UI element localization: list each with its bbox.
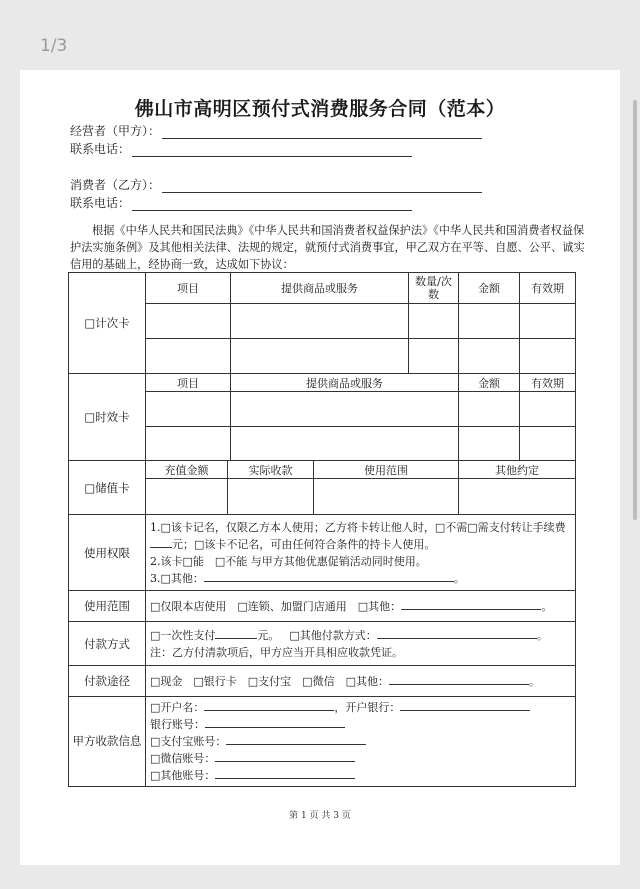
channel-label: 付款途径 <box>69 666 146 697</box>
intro-paragraph: 根据《中华人民共和国民法典》《中华人民共和国消费者权益保护法》《中华人民共和国消费者权益保护法实施条例》及其他相关法律、法规的规定，就预付式消费事宜，甲乙双方在平等、自愿、公平、诚实信用的基础上，经协商一致，达成如下协议： <box>70 224 585 271</box>
bank-no-blank[interactable] <box>205 716 345 728</box>
rights-line-3 <box>150 570 571 587</box>
stored-card-header-recharge: 充值金额 <box>146 461 228 479</box>
channel-content <box>146 666 576 697</box>
table-cell[interactable] <box>520 427 576 461</box>
rights-line-1-tail: 元；□该卡不记名，可由任何符合条件的持卡人使用。 <box>172 537 436 551</box>
rights-line-3-end: 。 <box>453 571 465 585</box>
table-cell[interactable] <box>231 427 459 461</box>
scope-content <box>146 591 576 622</box>
receipt-line-3 <box>150 733 571 750</box>
channel-options[interactable]: □现金 □银行卡 □支付宝 □微信 □其他： <box>150 674 389 688</box>
table-cell[interactable] <box>146 304 231 339</box>
rights-line-1 <box>150 519 571 553</box>
payment-note: 注：乙方付清款项后，甲方应当开具相应收款凭证。 <box>150 645 403 659</box>
scope-end: 。 <box>541 599 553 613</box>
rights-line-1-text: 1.□该卡记名，仅限乙方本人使用；乙方将卡转让他人时，□不需□需支付转让手续费 <box>150 520 566 534</box>
time-card-header-validity: 有效期 <box>520 374 576 392</box>
other-account-option[interactable]: □其他账号： <box>150 769 216 782</box>
bank-blank[interactable] <box>400 699 530 711</box>
stored-card-header-actual: 实际收款 <box>228 461 314 479</box>
stored-card-checkbox[interactable]: □储值卡 <box>69 461 146 515</box>
account-name-blank[interactable] <box>204 699 334 711</box>
fee-blank[interactable] <box>150 536 172 548</box>
scope-label: 使用范围 <box>69 591 146 622</box>
lump-sum-option[interactable]: □一次性支付 <box>150 628 216 642</box>
count-card-header-goods: 提供商品或服务 <box>231 273 409 304</box>
receipt-line-1 <box>150 699 571 716</box>
receipt-line-2 <box>150 716 571 733</box>
rights-line-2: 2.该卡□能 □不能 与甲方其他优惠促销活动同时使用。 <box>150 554 427 568</box>
bank-no-label: 银行账号： <box>150 718 205 731</box>
stored-card-header-scope: 使用范围 <box>314 461 459 479</box>
table-cell[interactable] <box>459 339 520 374</box>
table-cell[interactable] <box>459 427 520 461</box>
receipt-line-5 <box>150 767 571 784</box>
count-card-header-validity: 有效期 <box>520 273 576 304</box>
receipt-label: 甲方收款信息 <box>69 697 146 787</box>
other-payment-blank[interactable] <box>377 627 537 639</box>
party-b-phone-field[interactable] <box>70 194 412 211</box>
table-cell[interactable] <box>314 479 459 515</box>
table-cell[interactable] <box>231 392 459 427</box>
scrollbar[interactable] <box>633 100 637 520</box>
wechat-blank[interactable] <box>215 750 355 762</box>
party-a-phone-label: 联系电话： <box>70 142 131 156</box>
table-cell[interactable] <box>459 392 520 427</box>
time-card-header-amount: 金额 <box>459 374 520 392</box>
other-account-blank[interactable] <box>215 767 355 779</box>
table-cell[interactable] <box>228 479 314 515</box>
bank-label: ，开户银行： <box>334 701 401 714</box>
stored-card-header-other: 其他约定 <box>459 461 576 479</box>
rights-label: 使用权限 <box>69 515 146 591</box>
time-card-header-goods: 提供商品或服务 <box>231 374 459 392</box>
rights-other-blank[interactable] <box>204 570 454 582</box>
payment-line-1 <box>150 627 571 644</box>
alipay-option[interactable]: □支付宝账号： <box>150 735 227 748</box>
page-indicator: 1/3 <box>40 36 68 56</box>
consumer-label: 消费者（乙方）： <box>70 178 161 192</box>
rights-content <box>146 515 576 591</box>
count-card-checkbox[interactable]: □计次卡 <box>69 273 146 374</box>
count-card-header-qty: 数量/次数 <box>409 273 459 304</box>
receipt-line-4 <box>150 750 571 767</box>
table-cell[interactable] <box>459 304 520 339</box>
channel-end: 。 <box>528 674 540 688</box>
contract-table <box>68 272 576 787</box>
table-cell[interactable] <box>409 304 459 339</box>
table-cell[interactable] <box>146 339 231 374</box>
lump-sum-blank[interactable] <box>215 627 257 639</box>
document-page <box>20 70 620 865</box>
payment-content <box>146 622 576 666</box>
channel-other-blank[interactable] <box>389 673 529 685</box>
table-cell[interactable] <box>520 339 576 374</box>
table-cell[interactable] <box>146 392 231 427</box>
payment-end: 。 <box>536 628 548 642</box>
table-cell[interactable] <box>520 392 576 427</box>
operator-blank[interactable] <box>162 126 482 139</box>
table-cell[interactable] <box>231 339 409 374</box>
time-card-header-item: 项目 <box>146 374 231 392</box>
party-a-phone-field[interactable] <box>70 140 412 157</box>
page-footer: 第 1 页 共 3 页 <box>289 811 351 821</box>
table-cell[interactable] <box>146 479 228 515</box>
alipay-blank[interactable] <box>226 733 366 745</box>
table-cell[interactable] <box>520 304 576 339</box>
consumer-blank[interactable] <box>162 180 482 193</box>
count-card-header-item: 项目 <box>146 273 231 304</box>
table-cell[interactable] <box>459 479 576 515</box>
time-card-checkbox[interactable]: □时效卡 <box>69 374 146 461</box>
consumer-field[interactable] <box>70 176 482 193</box>
wechat-option[interactable]: □微信账号： <box>150 752 216 765</box>
party-a-phone-blank[interactable] <box>132 144 412 157</box>
page-title: 佛山市高明区预付式消费服务合同（范本） <box>134 98 506 120</box>
count-card-header-amount: 金额 <box>459 273 520 304</box>
other-payment-option[interactable]: □其他付款方式： <box>289 628 377 642</box>
operator-field[interactable] <box>70 122 482 139</box>
scope-options[interactable]: □仅限本店使用 □连锁、加盟门店通用 □其他： <box>150 599 402 613</box>
party-b-phone-blank[interactable] <box>132 198 412 211</box>
table-cell[interactable] <box>409 339 459 374</box>
payment-label: 付款方式 <box>69 622 146 666</box>
operator-label: 经营者（甲方）： <box>70 124 161 138</box>
table-cell[interactable] <box>231 304 409 339</box>
scope-other-blank[interactable] <box>401 598 541 610</box>
account-name-option[interactable]: □开户名： <box>150 701 205 714</box>
receipt-content <box>146 697 576 787</box>
lump-sum-unit: 元。 <box>257 628 280 642</box>
rights-line-3-text: 3.□其他： <box>150 571 204 585</box>
party-b-phone-label: 联系电话： <box>70 196 131 210</box>
table-cell[interactable] <box>146 427 231 461</box>
